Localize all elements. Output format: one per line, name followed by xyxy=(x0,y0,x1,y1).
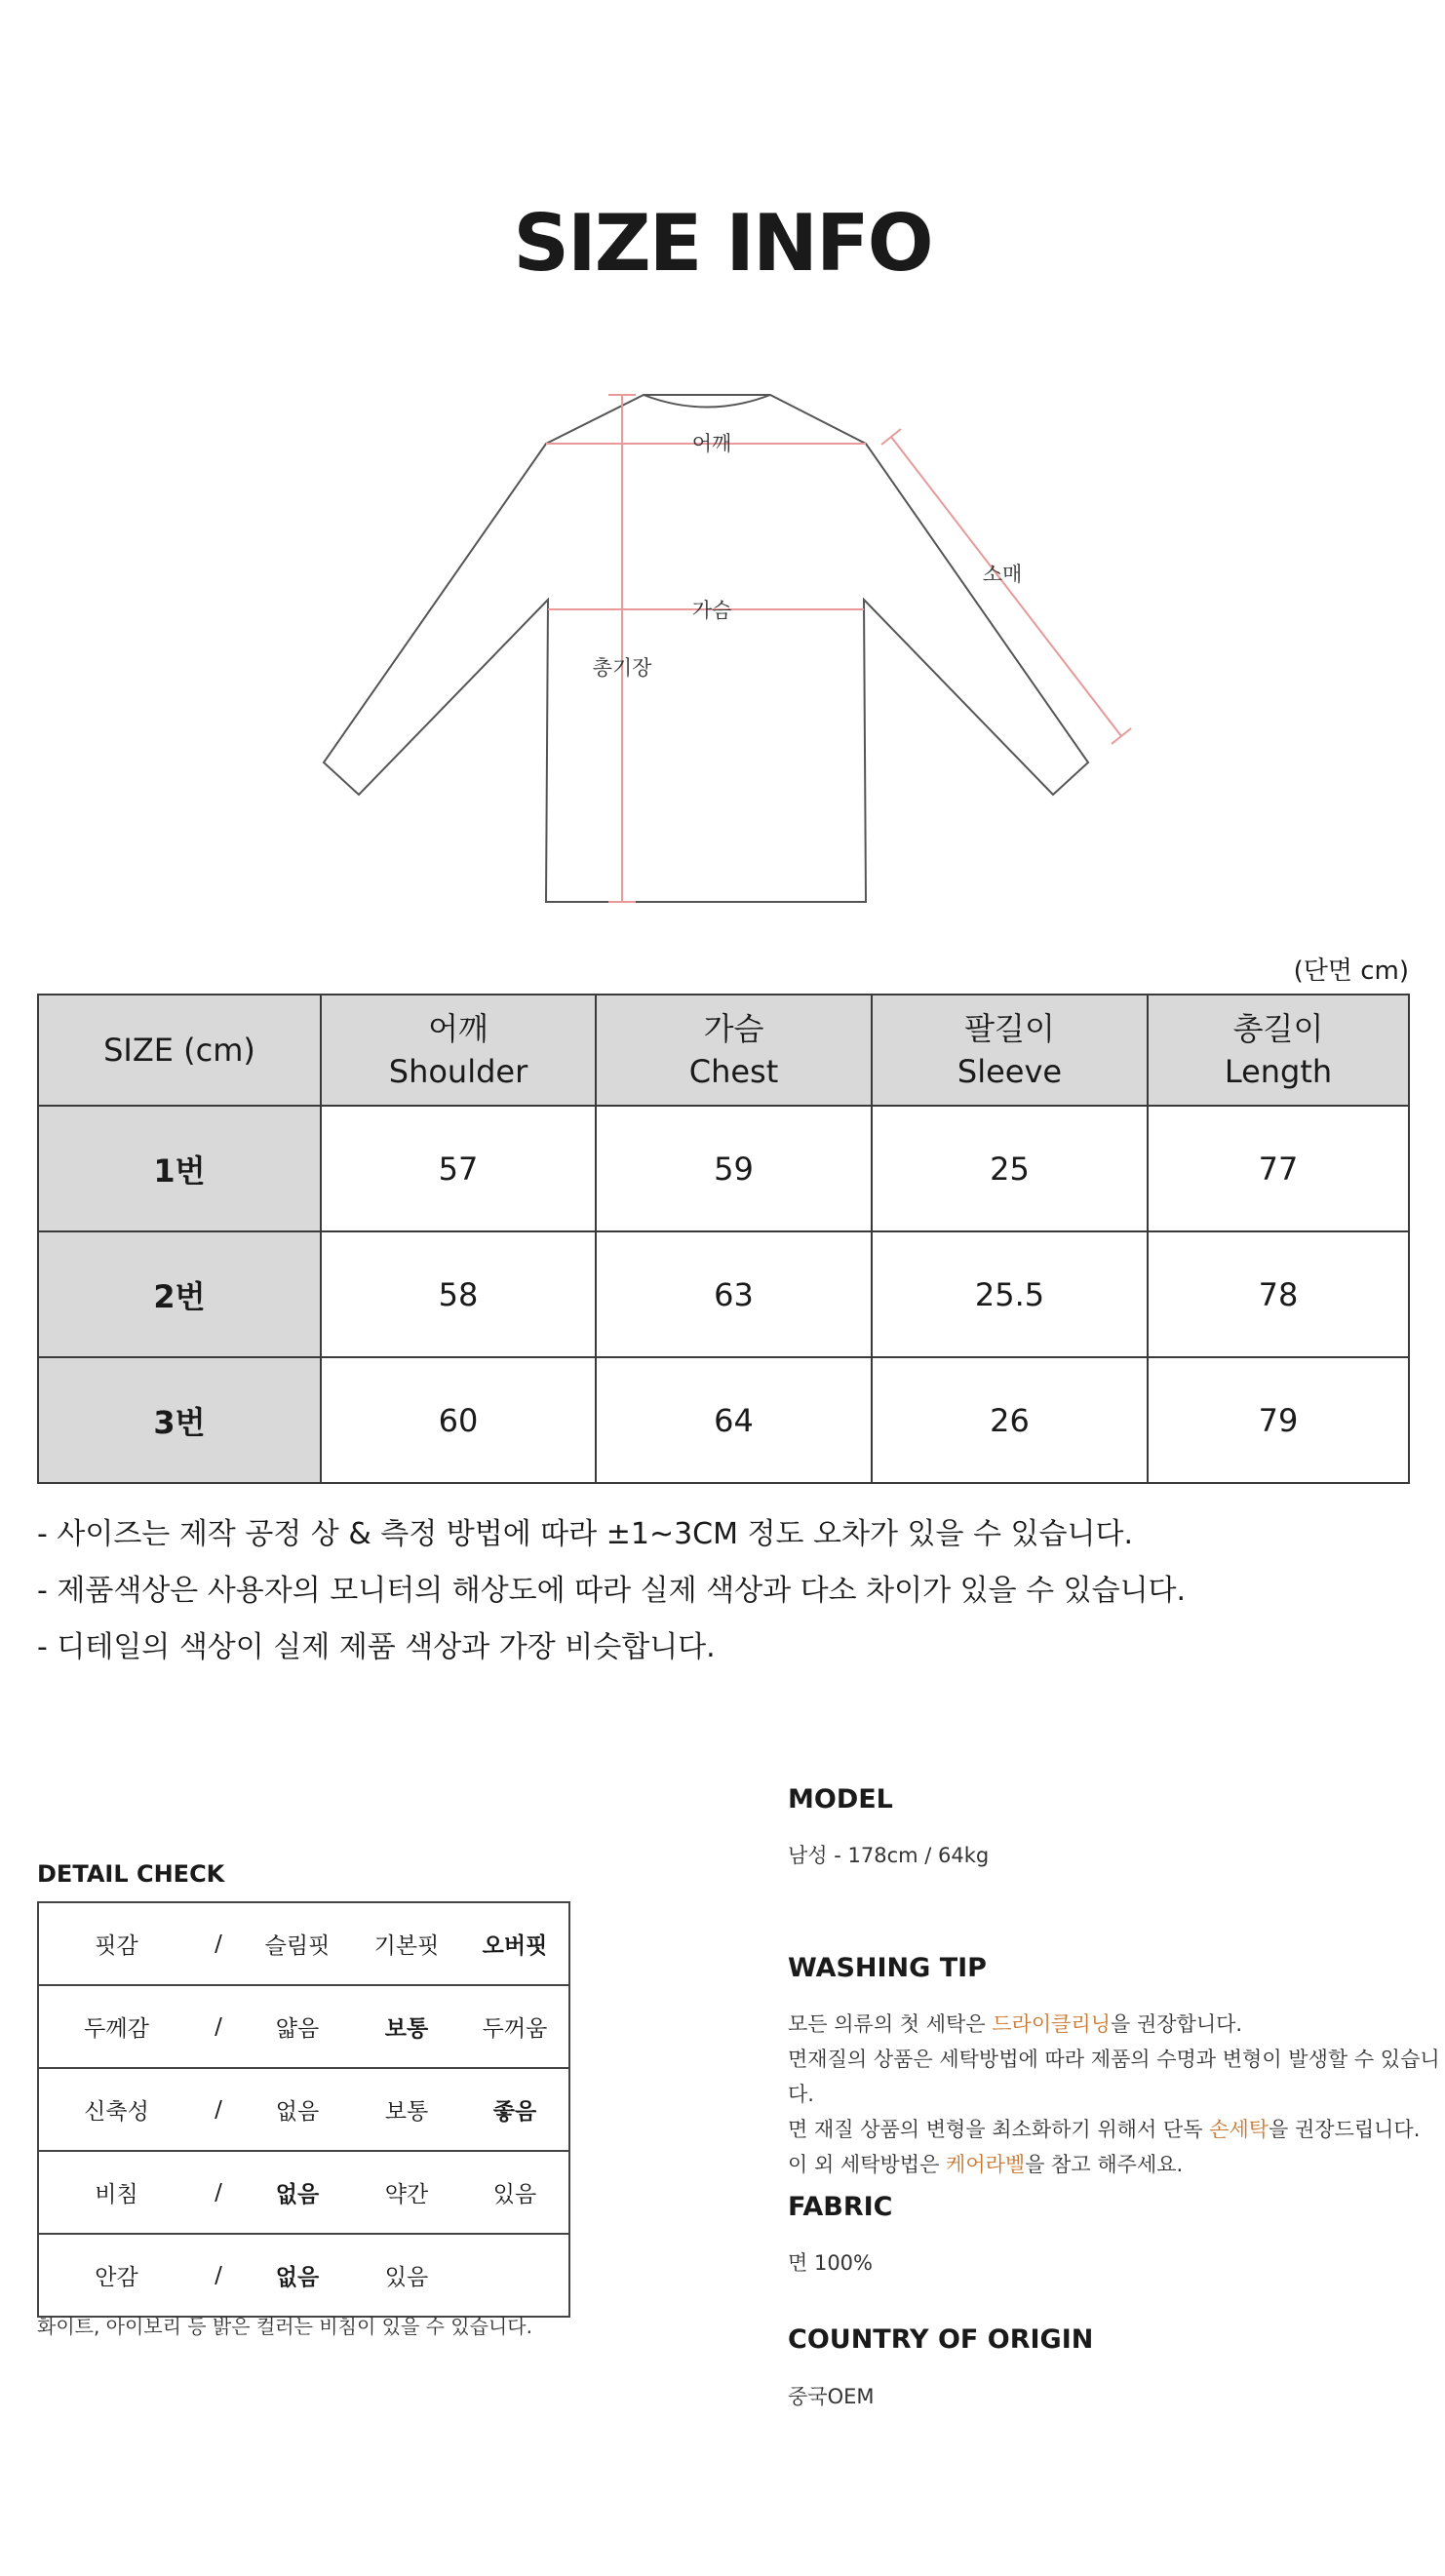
detail-option: 있음 xyxy=(352,2234,461,2317)
detail-row-lining xyxy=(38,2234,569,2317)
detail-option: 얇음 xyxy=(243,1985,352,2068)
detail-option-selected: 보통 xyxy=(352,1985,461,2068)
row-label: 3번 xyxy=(38,1357,321,1483)
table-cell: 60 xyxy=(321,1357,596,1483)
detail-option: 있음 xyxy=(461,2151,569,2234)
detail-check-table xyxy=(37,1901,570,2318)
washing-line: 면 재질 상품의 변형을 최소화하기 위해서 단독 손세탁을 권장드립니다. xyxy=(788,2118,1421,2141)
column-header-shoulder: 어깨 Shoulder xyxy=(321,995,596,1106)
detail-label: 안감 xyxy=(38,2234,194,2317)
row-label: 2번 xyxy=(38,1231,321,1357)
size-table-header xyxy=(38,995,1409,1106)
detail-separator: / xyxy=(194,2234,243,2317)
column-header-sleeve: 팔길이 Sleeve xyxy=(872,995,1148,1106)
table-cell: 77 xyxy=(1148,1106,1409,1231)
size-table xyxy=(37,994,1410,1484)
table-row xyxy=(38,1231,1409,1357)
table-cell: 78 xyxy=(1148,1231,1409,1357)
unit-note: (단면 cm) xyxy=(1293,956,1409,986)
detail-option-selected: 없음 xyxy=(243,2151,352,2234)
detail-row-fit xyxy=(38,1902,569,1985)
detail-separator: / xyxy=(194,1985,243,2068)
table-cell: 25 xyxy=(872,1106,1148,1231)
detail-option xyxy=(461,2234,569,2317)
detail-label: 두께감 xyxy=(38,1985,194,2068)
row-label: 1번 xyxy=(38,1106,321,1231)
column-header-length: 총길이 Length xyxy=(1148,995,1409,1106)
table-cell: 57 xyxy=(321,1106,596,1231)
table-cell: 59 xyxy=(596,1106,872,1231)
detail-label: 핏감 xyxy=(38,1902,194,1985)
detail-note: 화이트, 아이보리 등 밝은 컬러는 비침이 있을 수 있습니다. xyxy=(37,2315,532,2338)
model-text: 남성 - 178cm / 64kg xyxy=(788,1844,990,1867)
table-cell: 25.5 xyxy=(872,1231,1148,1357)
table-cell: 26 xyxy=(872,1357,1148,1483)
table-cell: 79 xyxy=(1148,1357,1409,1483)
detail-option-selected: 없음 xyxy=(243,2234,352,2317)
detail-row-stretch xyxy=(38,2068,569,2151)
chest-label: 가슴 xyxy=(691,599,732,622)
fabric-text: 면 100% xyxy=(788,2251,873,2275)
detail-row-sheerness xyxy=(38,2151,569,2234)
detail-separator: / xyxy=(194,1902,243,1985)
shoulder-label: 어깨 xyxy=(691,432,732,455)
note-line: - 제품색상은 사용자의 모니터의 해상도에 따라 실제 색상과 다소 차이가 있을 수 있습니다. xyxy=(37,1574,1187,1608)
size-notes xyxy=(37,1506,1186,1676)
page-title: SIZE INFO xyxy=(513,198,932,289)
column-header-chest: 가슴 Chest xyxy=(596,995,872,1106)
size-corner-header: SIZE (cm) xyxy=(38,995,321,1106)
detail-row-thickness xyxy=(38,1985,569,2068)
sleeve-label: 소매 xyxy=(982,563,1023,586)
note-line: - 디테일의 색상이 실제 제품 색상과 가장 비슷합니다. xyxy=(37,1630,716,1664)
washing-line: 모든 의류의 첫 세탁은 드라이클리닝을 권장합니다. xyxy=(788,2012,1243,2036)
detail-option: 없음 xyxy=(243,2068,352,2151)
detail-option: 두꺼움 xyxy=(461,1985,569,2068)
detail-label: 비침 xyxy=(38,2151,194,2234)
note-line: - 사이즈는 제작 공정 상 & 측정 방법에 따라 ±1~3CM 정도 오차가 있을 수 있습니다. xyxy=(37,1517,1133,1551)
detail-option: 슬림핏 xyxy=(243,1902,352,1985)
model-heading: MODEL xyxy=(788,1784,893,1815)
washing-line: 이 외 세탁방법은 케어라벨을 참고 해주세요. xyxy=(788,2153,1184,2176)
detail-option-selected: 좋음 xyxy=(461,2068,569,2151)
shirt-outline xyxy=(324,395,1088,902)
origin-text: 중국OEM xyxy=(788,2385,875,2408)
table-cell: 64 xyxy=(596,1357,872,1483)
length-label: 총기장 xyxy=(592,656,652,680)
table-cell: 63 xyxy=(596,1231,872,1357)
origin-heading: COUNTRY OF ORIGIN xyxy=(788,2324,1094,2355)
detail-option-selected: 오버핏 xyxy=(461,1902,569,1985)
table-cell: 58 xyxy=(321,1231,596,1357)
washing-text xyxy=(788,2007,1445,2182)
table-row xyxy=(38,1106,1409,1231)
detail-separator: / xyxy=(194,2068,243,2151)
detail-check-title: DETAIL CHECK xyxy=(37,1860,225,1888)
measure-lines xyxy=(546,395,1131,902)
detail-option: 약간 xyxy=(352,2151,461,2234)
fabric-heading: FABRIC xyxy=(788,2192,893,2222)
detail-option: 기본핏 xyxy=(352,1902,461,1985)
table-row xyxy=(38,1357,1409,1483)
washing-heading: WASHING TIP xyxy=(788,1953,987,1983)
garment-diagram xyxy=(312,380,1151,926)
detail-separator: / xyxy=(194,2151,243,2234)
detail-label: 신축성 xyxy=(38,2068,194,2151)
detail-option: 보통 xyxy=(352,2068,461,2151)
washing-line: 면재질의 상품은 세탁방법에 따라 제품의 수명과 변형이 발생할 수 있습니다. xyxy=(788,2048,1440,2106)
